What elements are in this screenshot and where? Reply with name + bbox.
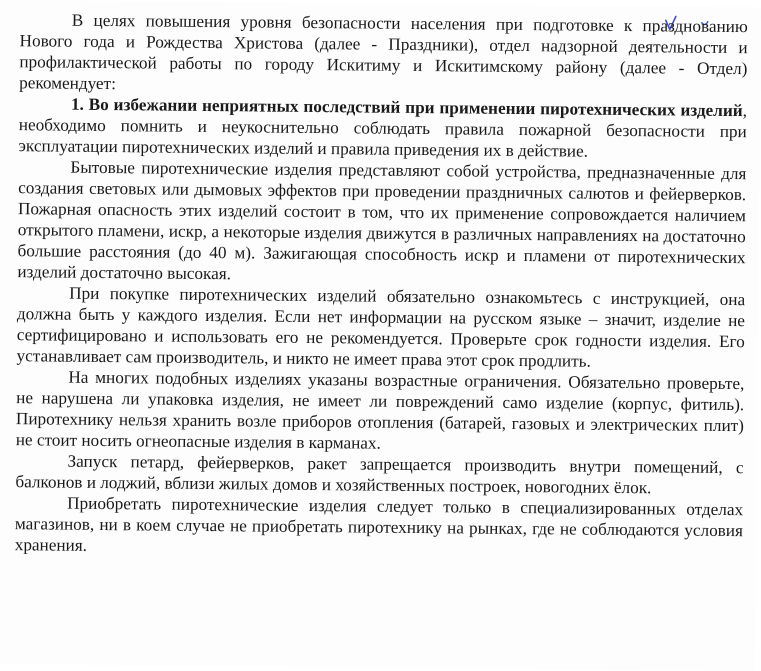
age-restrictions-paragraph: На многих подобных изделиях указаны возрастные ограничения. Обязательно проверьте, не нарушена ли упаковка изделия, не имеет ли повреждений само изделие (корпус, фитиль). Пиротехнику нельзя хранить возле приборов отопления (батарей, газовых и электрических плит) не стоит носить огнеопасные изделия в карманах.: [15, 367, 745, 453]
launch-restrictions-paragraph: Запуск петард, фейерверков, ракет запрещается производить внутри помещений, с балконов и лоджий, вблизи жилых домов и хозяйственных построек, новогодних ёлок.: [15, 451, 744, 498]
purchase-instructions-paragraph: При покупке пиротехнических изделий обязательно ознакомьтесь с инструкцией, она должна быть у каждого изделия. Если нет информации на русском языке – значит, изделие не сертифицировано и использовать его не рекомендуется. Проверьте срок годности изделия. Его устанавливает сам производитель, и никто не имеет права этот срок продлить.: [16, 283, 746, 371]
section-1-paragraph: [19, 93, 748, 163]
household-pyrotechnics-paragraph: Бытовые пиротехнические изделия представляют собой устройства, предназначенные для создания световых или дымовых эффектов при проведении праздничных салютов и фейерверков. Пожарная опасность этих изделий состоит в том, что их применение сопровождается наличием открытого пламени, искр, а некоторые изделия движутся в различных направлениях на достаточно большие расстояния (до 40 м). Зажигающая способность искр и пламени от пиротехнических изделий достаточно высокая.: [17, 157, 747, 284]
purchase-location-paragraph: Приобретать пиротехнические изделия следует только в специализированных отделах магазинов, ни в коем случае не приобретать пиротехнику на рынках, где не соблюдаются условия хранения.: [14, 493, 744, 555]
intro-paragraph: В целях повышения уровня безопасности населения при подготовке к празднованию Нового года и Рождества Христова (далее - Праздники), отдел надзорной деятельности и профилактической работы по городу Искитиму и Искитимскому району (далее - Отдел) рекомендует:: [19, 10, 748, 94]
document-body: [15, 9, 748, 562]
section-1-text: , необходимо помнить и неукоснительно соблюдать правила пожарной безопасности при эксплуатации пиротехнических изделий и правила приведения их в действие.: [18, 101, 748, 161]
section-1-heading: 1. Во избежании неприятных последствий при применении пиротехнических изделий: [70, 94, 743, 121]
